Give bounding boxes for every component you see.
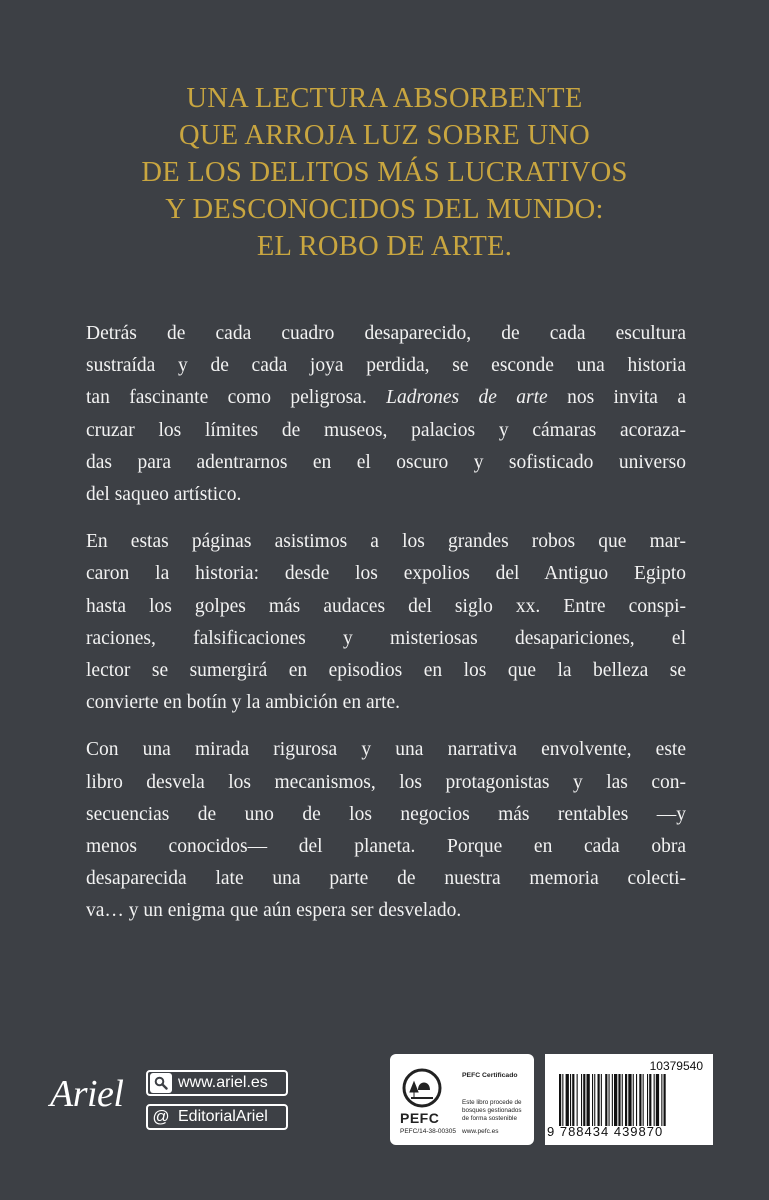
text-line: cruzar los límites de museos, palacios y cámaras acoraza- xyxy=(86,419,686,441)
barcode-bar xyxy=(661,1074,662,1126)
barcode-bar xyxy=(654,1074,655,1126)
barcode-bar xyxy=(647,1074,648,1126)
pefc-certification-label xyxy=(390,1054,534,1145)
barcode-bar xyxy=(577,1074,578,1126)
barcode-bar xyxy=(592,1074,593,1126)
book-title: Ladrones de arte xyxy=(386,387,548,409)
headline-line: QUE ARROJA LUZ SOBRE UNO xyxy=(179,120,590,151)
barcode-bar xyxy=(609,1074,610,1126)
barcode-bar xyxy=(612,1074,613,1126)
publisher-logo: Ariel xyxy=(50,1073,124,1115)
text-line: menos conocidos— del planeta. Porque en cada obra xyxy=(86,836,686,858)
isbn-digits: 9 788434 439870 xyxy=(547,1124,664,1139)
barcode-bar xyxy=(628,1074,631,1126)
pefc-description: Este libro procede de bosques gestionados de forma sostenible xyxy=(462,1099,522,1122)
text-line: raciones, falsificaciones y misteriosas desapariciones, el xyxy=(86,627,686,649)
pefc-cert-label: PEFC Certificado xyxy=(462,1072,518,1079)
synopsis-paragraph-3 xyxy=(86,734,686,927)
pefc-tree-icon xyxy=(402,1068,442,1108)
barcode-bar xyxy=(636,1074,637,1126)
text-line: secuencias de uno de los negocios más rentables —y xyxy=(86,803,686,825)
headline-line: EL ROBO DE ARTE. xyxy=(256,231,513,262)
barcode-bar xyxy=(639,1074,641,1126)
text-line: libro desvela los mecanismos, los protagonistas y las con- xyxy=(86,771,686,793)
website-label: www.ariel.es xyxy=(178,1074,268,1091)
text-line: convierte en botín y la ambición en arte. xyxy=(86,692,401,714)
text-line: hasta los golpes más audaces del siglo xx. Entre conspi- xyxy=(86,595,686,617)
headline xyxy=(0,80,769,265)
social-handle-link[interactable] xyxy=(146,1104,288,1130)
text-line: caron la historia: desde los expolios del Antiguo Egipto xyxy=(86,563,686,585)
barcode-bar xyxy=(664,1074,666,1126)
text-line: das para adentrarnos en el oscuro y sofisticado universo xyxy=(86,451,686,473)
barcode-bar xyxy=(656,1074,659,1126)
barcode-bar xyxy=(601,1074,602,1126)
synopsis xyxy=(86,318,686,943)
barcode-code: 10379540 xyxy=(649,1059,703,1073)
barcode-bar xyxy=(625,1074,627,1126)
social-handle-label: EditorialAriel xyxy=(178,1108,268,1125)
website-link[interactable] xyxy=(146,1070,288,1096)
barcode-bar xyxy=(583,1074,585,1126)
barcode-bar xyxy=(614,1074,617,1126)
barcode-bar xyxy=(594,1074,595,1126)
pefc-wordmark: PEFC xyxy=(400,1110,440,1126)
barcode-bar xyxy=(572,1074,574,1126)
text-line: lector se sumergirá en episodios en los que la belleza se xyxy=(86,660,686,682)
pefc-url: www.pefc.es xyxy=(462,1128,499,1135)
barcode-bar xyxy=(566,1074,569,1126)
barcode-bar xyxy=(618,1074,620,1126)
search-icon xyxy=(150,1073,172,1093)
barcode-bar xyxy=(581,1074,582,1126)
barcode-bar xyxy=(562,1074,563,1126)
text-line: del saqueo artístico. xyxy=(86,484,242,506)
isbn-barcode xyxy=(545,1054,713,1145)
synopsis-paragraph-2 xyxy=(86,526,686,719)
text-line: Detrás de cada cuadro desaparecido, de cada escultura xyxy=(86,323,686,344)
barcode-bars xyxy=(559,1074,703,1126)
text-line: va… y un enigma que aún espera ser desvelado. xyxy=(86,900,462,922)
pefc-code: PEFC/14-38-00305 xyxy=(400,1128,457,1135)
barcode-bar xyxy=(570,1074,571,1126)
barcode-bar xyxy=(622,1074,623,1126)
text-fragment: tan fascinante como peligrosa. xyxy=(86,387,367,409)
barcode-bar xyxy=(559,1074,561,1126)
barcode-bar xyxy=(649,1074,651,1126)
text-line: Con una mirada rigurosa y una narrativa envolvente, este xyxy=(86,739,686,761)
barcode-bar xyxy=(587,1074,590,1126)
at-icon: @ xyxy=(152,1107,170,1126)
text-line-with-title xyxy=(86,382,686,414)
headline-line: DE LOS DELITOS MÁS LUCRATIVOS xyxy=(141,157,628,188)
text-line: En estas páginas asistimos a los grandes robos que mar- xyxy=(86,531,686,553)
barcode-bar xyxy=(643,1074,644,1126)
barcode-bar xyxy=(633,1074,634,1126)
barcode-bar xyxy=(598,1074,600,1126)
headline-line: Y DESCONOCIDOS DEL MUNDO: xyxy=(165,194,604,225)
text-line: desaparecida late una parte de nuestra memoria colecti- xyxy=(86,868,686,890)
headline-line: UNA LECTURA ABSORBENTE xyxy=(186,83,583,114)
text-fragment: nos invita a xyxy=(567,387,686,409)
synopsis-paragraph-1 xyxy=(86,318,686,511)
barcode-bar xyxy=(605,1074,607,1126)
text-line: sustraída y de cada joya perdida, se esconde una historia xyxy=(86,355,686,377)
